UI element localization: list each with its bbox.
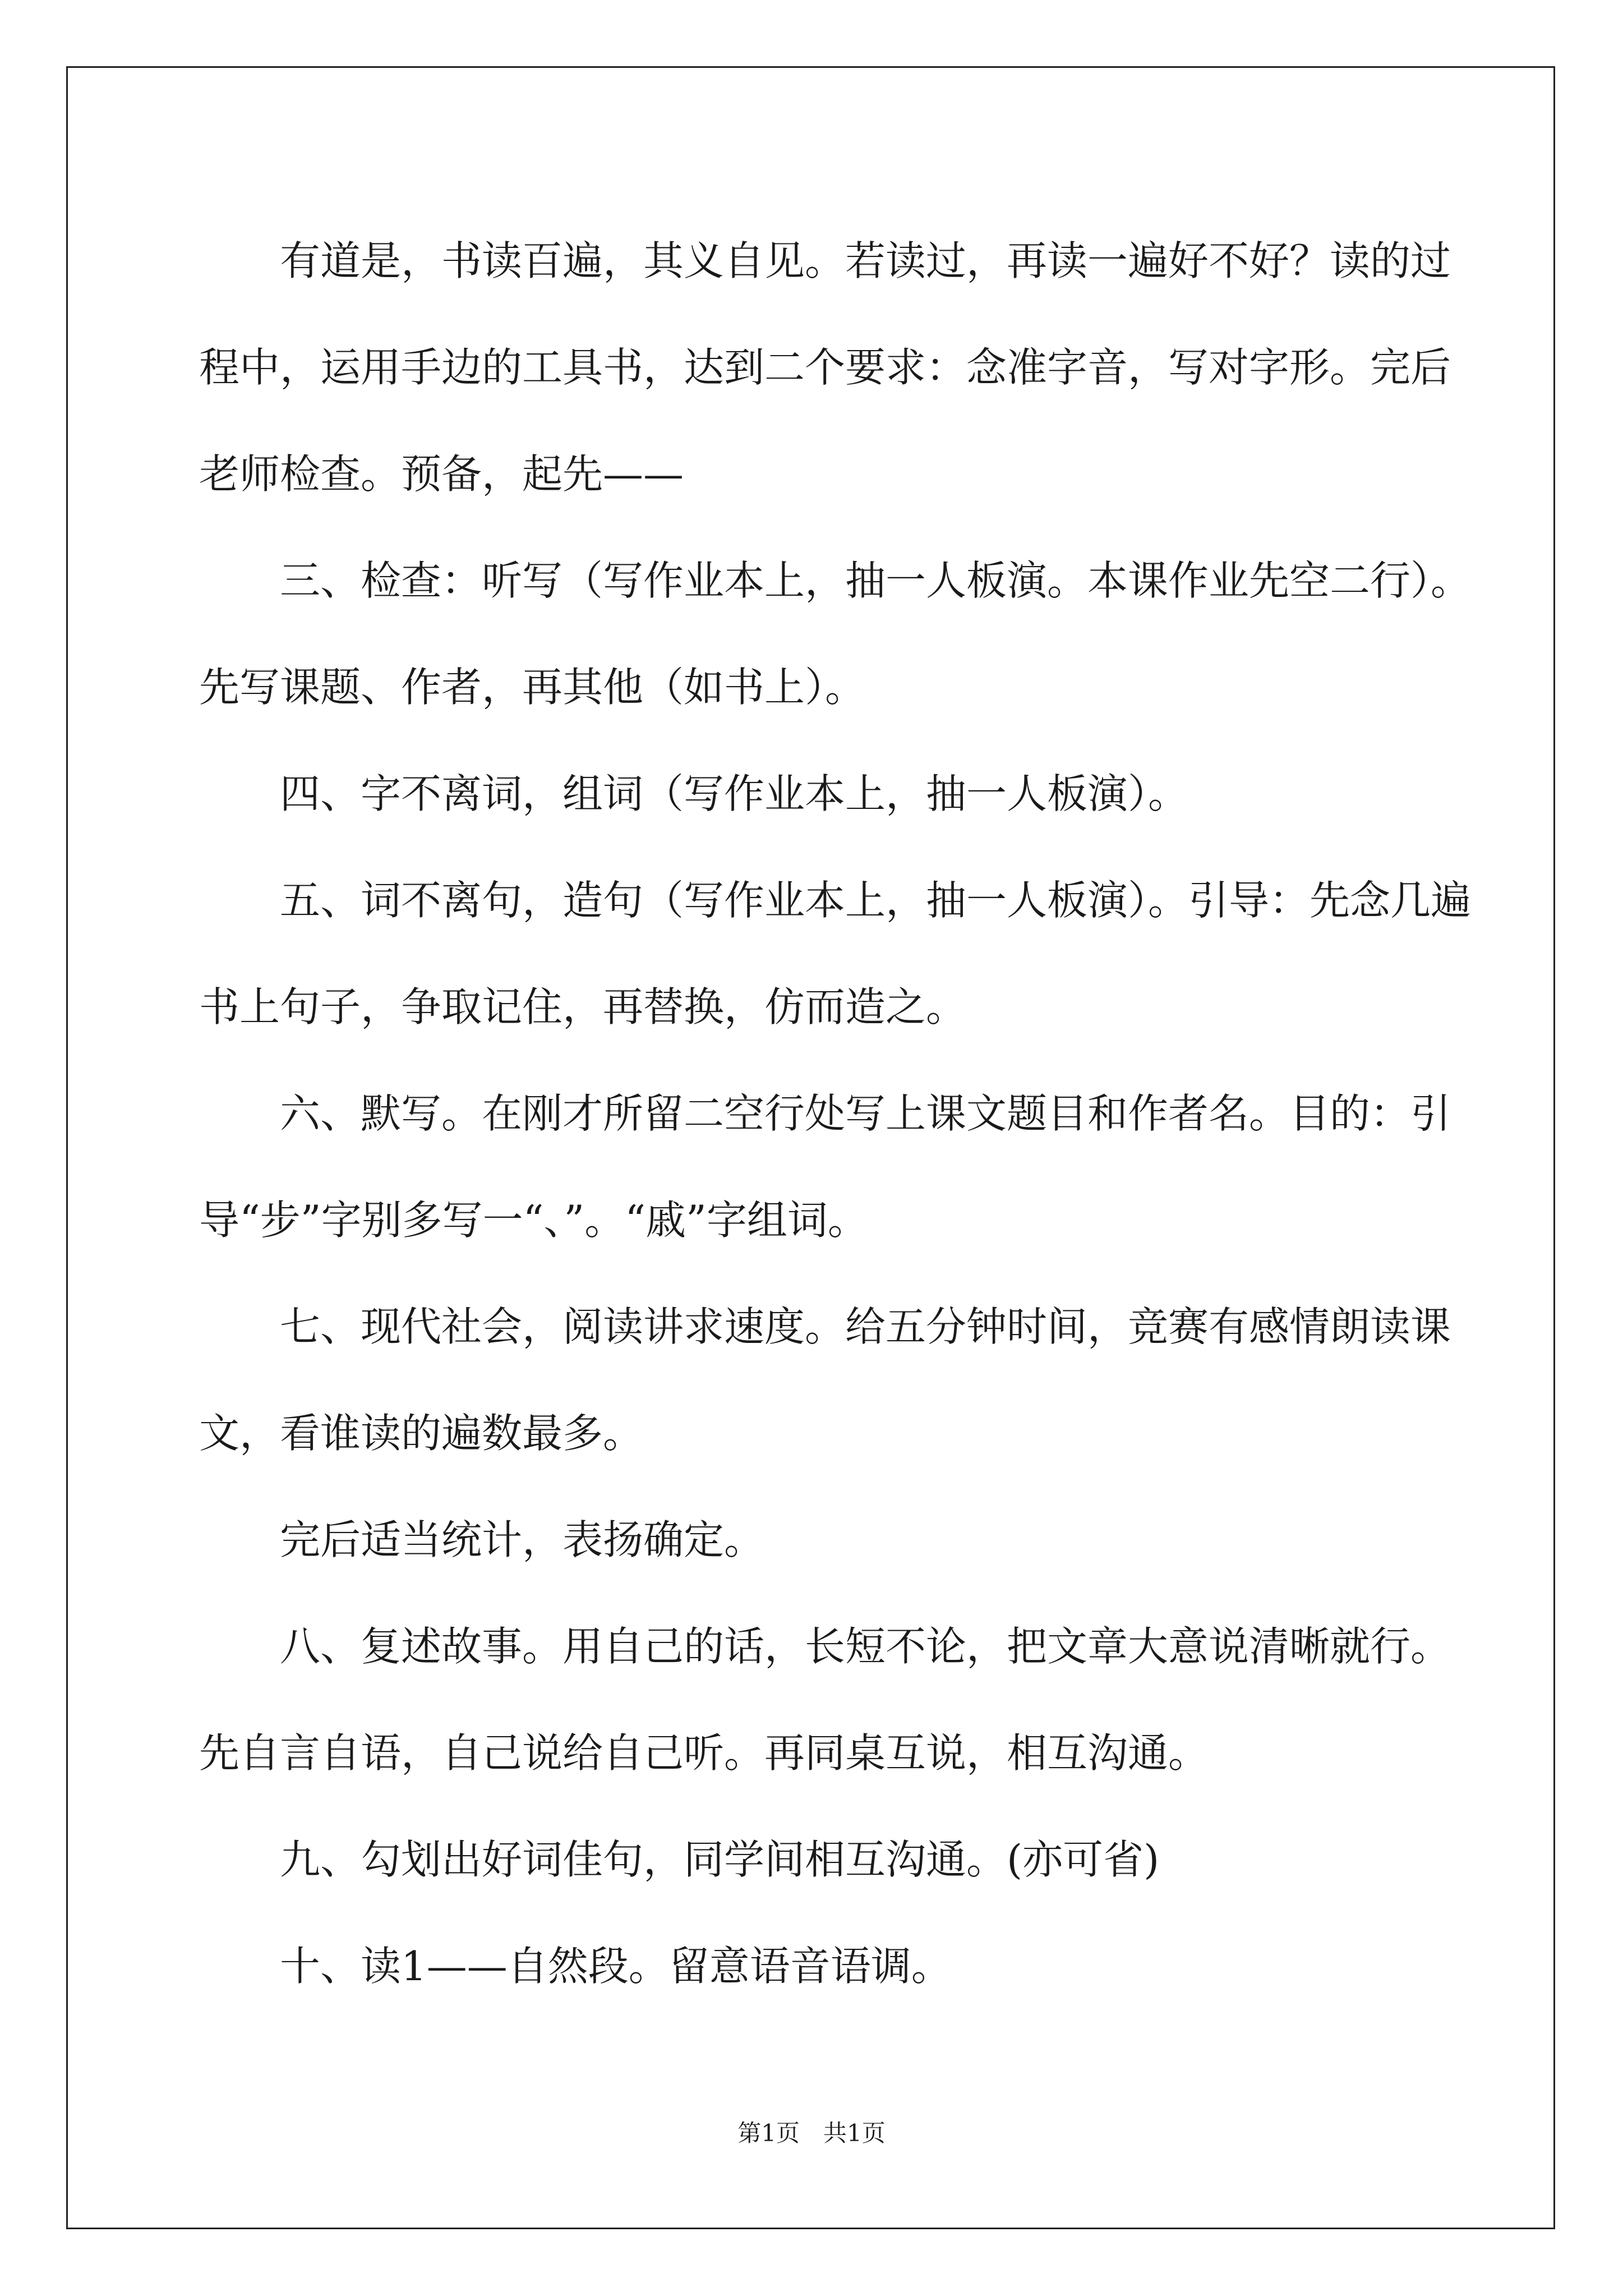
paragraph-4: 五、词不离句，造句（写作业本上，抽一人板演）。引导：先念几遍书上句子，争取记住，再替换，仿而造之。 (199, 877, 1472, 1030)
paragraph-7: 完后适当统计，表扬确定。 (199, 1516, 765, 1563)
paragraph-2: 三、检查：听写（写作业本上，抽一人板演。本课作业先空二行）。先写课题、作者，再其他（如书上）。 (199, 557, 1472, 711)
paragraph-5: 六、默写。在刚才所留二空行处写上课文题目和作者名。目的：引导“步”字别多写一“、”。“戚”字组词。 (199, 1090, 1451, 1244)
paragraph-3: 四、字不离词，组词（写作业本上，抽一人板演）。 (199, 770, 1189, 817)
paragraph-8: 八、复述故事。用自己的话，长短不论，把文章大意说清晰就行。先自言自语，自己说给自己听。再同桌互说，相互沟通。 (199, 1623, 1451, 1777)
paragraph-6: 七、现代社会，阅读讲求速度。给五分钟时间，竞赛有感情朗读课文，看谁读的遍数最多。 (199, 1303, 1451, 1457)
paragraph-9: 九、勾划出好词佳句，同学间相互沟通。(亦可省) (199, 1836, 1160, 1883)
paragraph-1: 有道是，书读百遍，其义自见。若读过，再读一遍好不好？读的过程中，运用手边的工具书，达到二个要求：念准字音，写对字形。完后老师检查。预备，起先—— (199, 237, 1451, 498)
paragraph-10: 十、读1——自然段。留意语音语调。 (199, 1943, 952, 1990)
page-footer: 第1页 共1页 (737, 2119, 886, 2147)
